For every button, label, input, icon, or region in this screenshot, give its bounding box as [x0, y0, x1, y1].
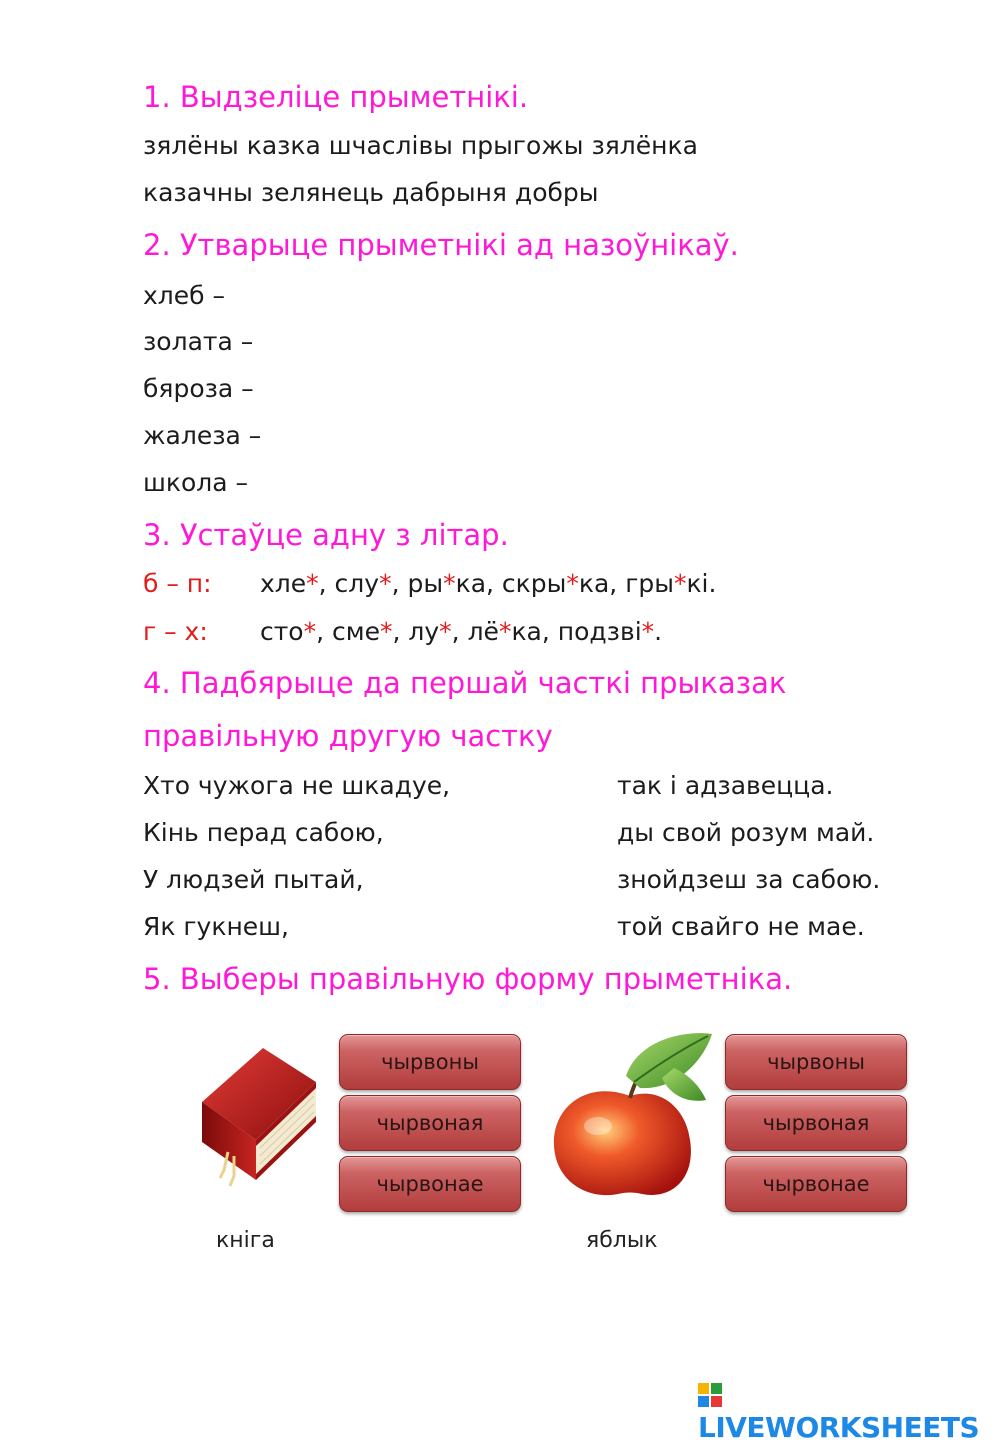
- word-part: , лё: [451, 617, 499, 646]
- word-part: , слу: [318, 569, 380, 598]
- brand-grid-icon: [698, 1383, 722, 1407]
- blank-input[interactable]: *: [303, 617, 317, 646]
- blank-input[interactable]: *: [443, 569, 456, 598]
- task1-line-2[interactable]: казачны зелянець дабрыня добры: [143, 178, 599, 207]
- blank-input[interactable]: *: [498, 617, 512, 646]
- task3-row1-words: [260, 569, 716, 598]
- proverb-end[interactable]: так і адзавецца.: [617, 771, 834, 800]
- task4-heading-line2: правільную другую частку: [143, 719, 553, 753]
- word-part: , ры: [391, 569, 444, 598]
- word-part: , лу: [392, 617, 440, 646]
- blank-input[interactable]: *: [380, 617, 393, 646]
- blank-input[interactable]: *: [306, 569, 319, 598]
- task2-heading: 2. Утварыце прыметнікі ад назоўнікаў.: [143, 228, 739, 262]
- task2-item: школа –: [143, 468, 249, 497]
- option-button-red-neuter[interactable]: чырвонае: [725, 1156, 907, 1212]
- option-button-red-feminine[interactable]: чырвоная: [725, 1095, 907, 1151]
- brand-text: LIVEWORKSHEETS: [698, 1411, 980, 1444]
- word-part: кі.: [686, 569, 717, 598]
- task3-heading: 3. Устаўце адну з літар.: [143, 518, 509, 552]
- proverb-end[interactable]: знойдзеш за сабою.: [617, 865, 881, 894]
- blank-input[interactable]: *: [379, 569, 392, 598]
- word-part: ка, гры: [578, 569, 674, 598]
- task2-item: жалеза –: [143, 421, 262, 450]
- book-icon: [188, 1040, 323, 1190]
- proverb-end[interactable]: той свайго не мае.: [617, 912, 865, 941]
- proverb-start[interactable]: Хто чужога не шкадуе,: [143, 771, 451, 800]
- word-part: сто: [260, 617, 304, 646]
- apple-icon: [548, 1028, 713, 1203]
- proverb-start[interactable]: Як гукнеш,: [143, 912, 289, 941]
- task2-item: золата –: [143, 327, 254, 356]
- word-part: , сме: [316, 617, 380, 646]
- task2-item: хлеб –: [143, 281, 226, 310]
- word-part: ка, подзві: [511, 617, 642, 646]
- task1-line-1[interactable]: зялёны казка шчаслівы прыгожы зялёнка: [143, 131, 698, 160]
- task3-row2-label: г – х:: [143, 617, 208, 646]
- blank-input[interactable]: *: [439, 617, 452, 646]
- word-part: хле: [260, 569, 307, 598]
- blank-input[interactable]: *: [673, 569, 687, 598]
- blank-input[interactable]: *: [641, 617, 655, 646]
- task3-row2-words: [260, 617, 662, 646]
- task1-heading: 1. Выдзеліце прыметнікі.: [143, 80, 529, 114]
- proverb-end[interactable]: ды свой розум май.: [617, 818, 875, 847]
- blank-input[interactable]: *: [566, 569, 579, 598]
- word-part: .: [654, 617, 663, 646]
- option-button-red-neuter[interactable]: чырвонае: [339, 1156, 521, 1212]
- brand-logo: [698, 1378, 1000, 1444]
- task5-heading: 5. Выберы правільную форму прыметніка.: [143, 962, 793, 996]
- option-button-red-masculine[interactable]: чырвоны: [339, 1034, 521, 1090]
- proverb-start[interactable]: Кінь перад сабою,: [143, 818, 384, 847]
- option-button-red-feminine[interactable]: чырвоная: [339, 1095, 521, 1151]
- caption-apple: яблык: [586, 1228, 658, 1253]
- task3-row1-label: б – п:: [143, 569, 212, 598]
- word-part: ка, скры: [455, 569, 567, 598]
- task2-item: бяроза –: [143, 374, 254, 403]
- caption-book: кніга: [216, 1228, 275, 1253]
- task4-heading-line1: 4. Падбярыце да першай часткі прыказак: [143, 666, 787, 700]
- proverb-start[interactable]: У людзей пытай,: [143, 865, 364, 894]
- option-button-red-masculine[interactable]: чырвоны: [725, 1034, 907, 1090]
